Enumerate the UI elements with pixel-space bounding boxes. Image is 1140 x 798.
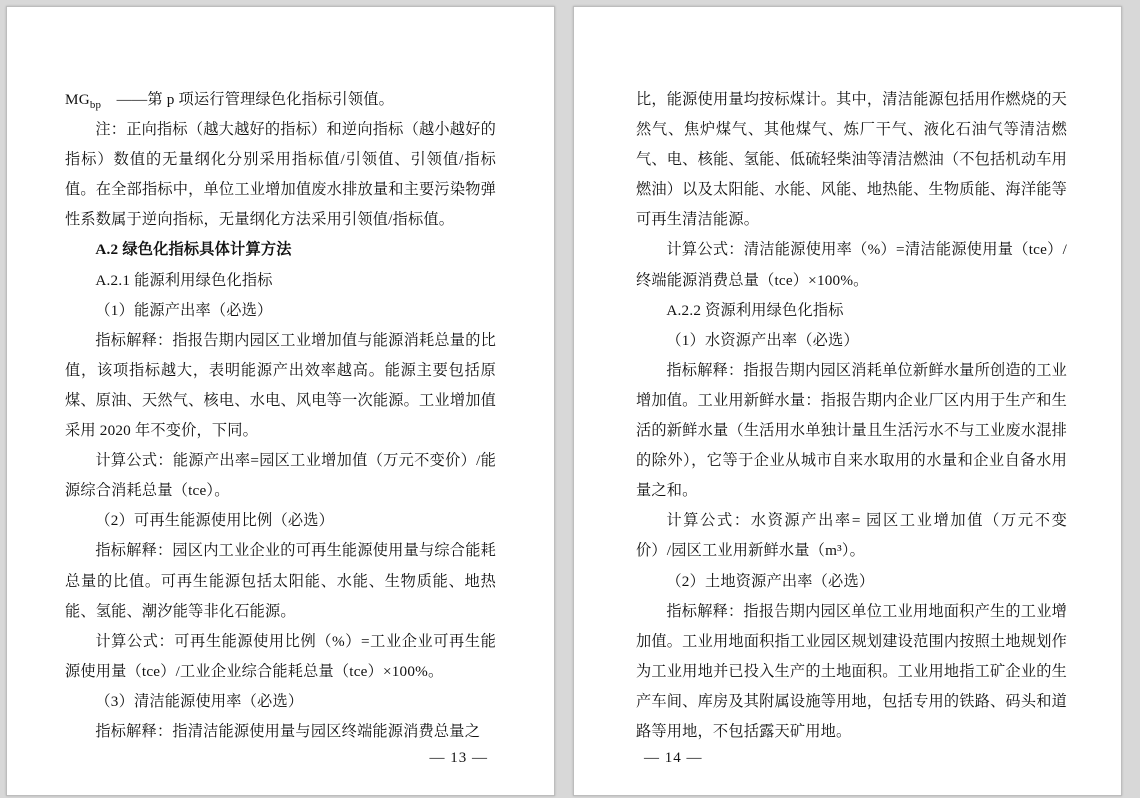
page-left-body [7,85,554,795]
paragraph [65,85,496,115]
subsection-heading-a22: A.2.2 资源利用绿色化指标 [666,301,844,319]
paragraph: 指标解释：指报告期内园区消耗单位新鲜水量所创造的工业增加值。工业用新鲜水量：指报告期内企业厂区内用于生产和生活的新鲜水量（生活用水单独计量且生活污水不与工业废水混排的除外），它等于企业从城市自来水取用的水量和企业自备水用量之和。 [636,361,1067,500]
paragraph: 计算公式：可再生能源使用比例（%）=工业企业可再生能源使用量（tce）/工业企业综合能耗总量（tce）×100%。 [65,632,496,680]
page-number-right: — 14 — [644,750,703,766]
paragraph: 计算公式：能源产出率=园区工业增加值（万元不变价）/能源综合消耗总量（tce）。 [65,452,496,500]
page-right [573,6,1122,796]
subsection-heading-a21: A.2.1 能源利用绿色化指标 [95,271,273,289]
paragraph: 指标解释：园区内工业企业的可再生能源使用量与综合能耗总量的比值。可再生能源包括太阳能、水能、生物质能、地热能、氢能、潮汐能等非化石能源。 [65,542,496,620]
paragraph: 指标解释：指报告期内园区单位工业用地面积产生的工业增加值。工业用地面积指工业园区规划建设范围内按照土地规划作为工业用地并已投入生产的土地面积。工业用地指工矿企业的生产车间、库房及其附属设施等用地，包括专用的铁路、码头和道路等用地，不包括露天矿用地。 [636,602,1067,740]
paragraph: （1）能源产出率（必选） [95,301,273,319]
paragraph: 指标解释：指清洁能源使用量与园区终端能源消费总量之 [95,722,481,740]
paragraph: 计算公式：清洁能源使用率（%）=清洁能源使用量（tce）/终端能源消费总量（tce）×100%。 [636,241,1067,289]
symbol-label: MG [65,91,90,108]
paragraph: 比，能源使用量均按标煤计。其中，清洁能源包括用作燃烧的天然气、焦炉煤气、其他煤气、炼厂干气、液化石油气等清洁燃气、电、核能、氢能、低硫轻柴油等清洁燃油（不包括机动车用燃油）以及太阳能、水能、风能、地热能、生物质能、海洋能等可再生清洁能源。 [636,91,1067,229]
paragraph: 指标解释：指报告期内园区工业增加值与能源消耗总量的比值，该项指标越大，表明能源产出效率越高。能源主要包括原煤、原油、天然气、核电、水电、风电等一次能源。工业增加值采用 2020 年不变价，下同。 [65,331,496,440]
paragraph: （2）可再生能源使用比例（必选） [95,512,334,530]
page-left [6,6,555,796]
paragraph: （2）土地资源产出率（必选） [666,572,875,590]
section-heading-a2: A.2 绿色化指标具体计算方法 [95,241,292,259]
page-right-body [574,85,1121,795]
paragraph: 计算公式：水资源产出率= 园区工业增加值（万元不变价）/园区工业用新鲜水量（m³）。 [636,512,1067,560]
paragraph: （1）水资源产出率（必选） [666,331,859,349]
symbol-subscript: bp [89,99,102,112]
paragraph-text: ——第 p 项运行管理绿色化指标引领值。 [101,91,394,108]
paragraph: 注：正向指标（越大越好的指标）和逆向指标（越小越好的指标）数值的无量纲化分别采用指标值/引领值、引领值/指标值。在全部指标中，单位工业增加值废水排放量和主要污染物弹性系数属于逆向指标，无量纲化方法采用引领值/指标值。 [65,121,496,229]
page-number-left: — 13 — [429,750,488,766]
paragraph: （3）清洁能源使用率（必选） [95,692,304,710]
